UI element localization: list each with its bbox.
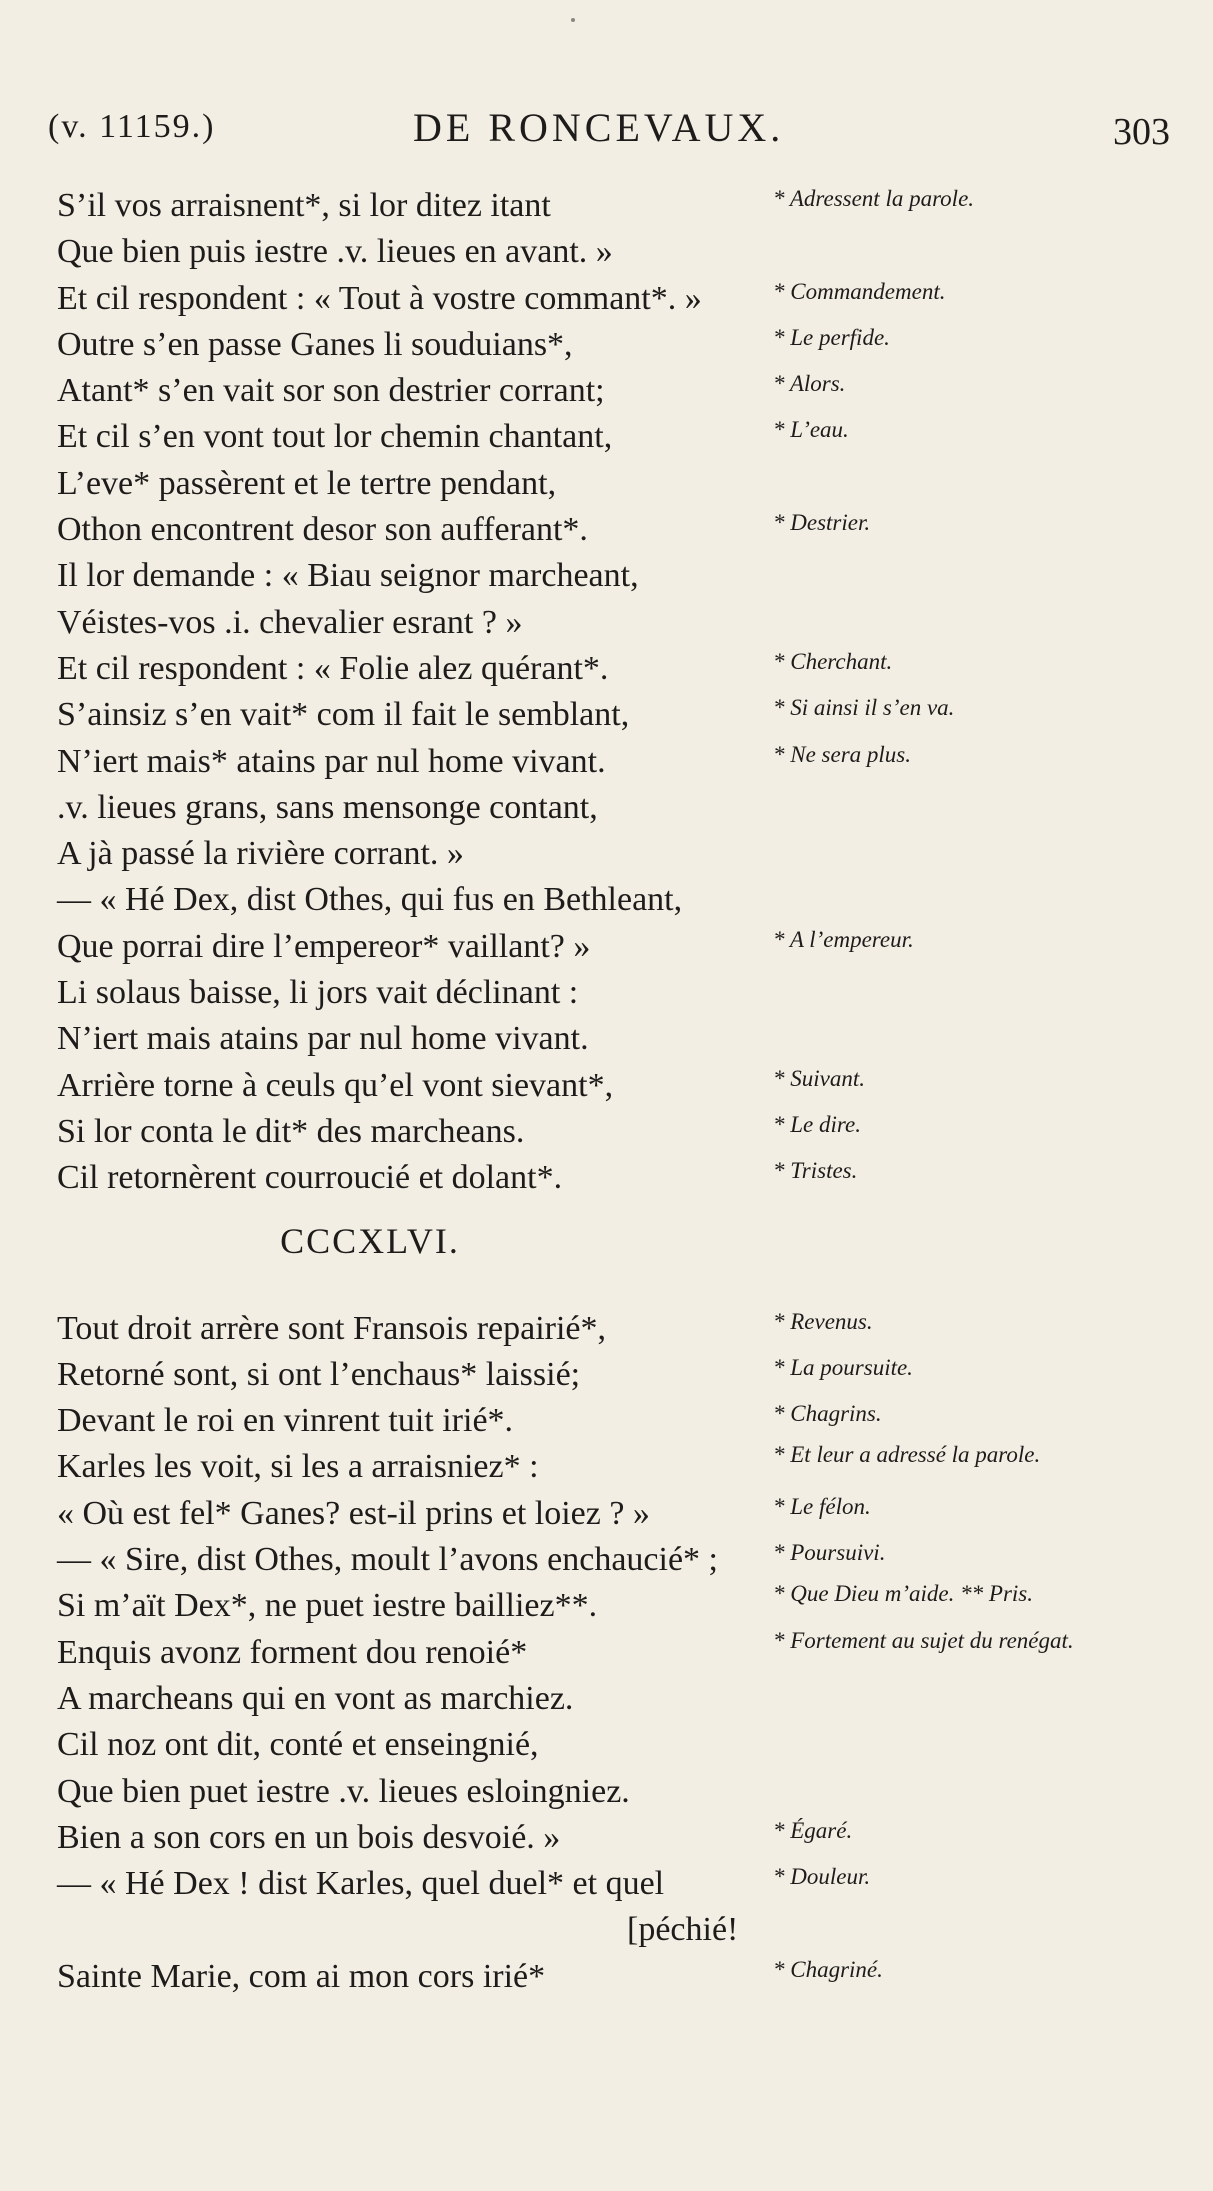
gloss-note: * Le dire. [773,1111,861,1137]
verse-text: — « Hé Dex ! dist Karles, quel duel* et quel [57,1865,665,1903]
verse-text: Li solaus baisse, li jors vait déclinant : [57,974,579,1012]
verse-line [0,1016,1213,1062]
verse-text: S’il vos arraisnent*, si lor ditez itant [57,187,551,224]
gloss-note: * Adressent la parole. [773,186,975,211]
ink-dot [571,18,575,22]
verse-line [0,831,1213,877]
verse-line [0,1109,1213,1155]
verse-text: .v. lieues grans, sans mensonge contant, [57,788,598,826]
verse-text: Sainte Marie, com ai mon cors irié* [57,1957,546,1995]
verse-text: Atant* s’en vait sor son destrier corrant; [57,372,605,410]
verse-text: N’iert mais* atains par nul home vivant. [57,742,606,780]
verse-line [0,1583,1213,1629]
section-heading: CCCXLVI. [280,1220,460,1261]
verse-text: Retorné sont, si ont l’enchaus* laissié; [57,1355,581,1393]
verse-line [0,1537,1213,1583]
verse-line [0,322,1213,368]
verse-text: Enquis avonz forment dou renoié* [57,1633,528,1671]
verse-text: Arrière torne à ceuls qu’el vont sievant*, [57,1066,614,1104]
page-title: DE RONCEVAUX. [413,105,785,150]
gloss-note: * Tristes. [773,1158,858,1184]
gloss-note: * Le félon. [773,1493,871,1519]
verse-text: Et cil s’en vont tout lor chemin chantant, [57,418,613,456]
verse-text: N’iert mais atains par nul home vivant. [57,1020,589,1058]
section-break [0,1202,1213,1306]
gloss-note: * Poursuivi. [773,1540,886,1566]
verse-text: S’ainsiz s’en vait* com il fait le semblant, [57,696,630,734]
verse-text: Karles les voit, si les a arraisniez* : [57,1448,539,1486]
page-number: 303 [1113,111,1170,153]
verse-line [0,183,1213,229]
verse-line [0,507,1213,553]
verse-text: Tout droit arrère sont Fransois repairié*, [57,1309,607,1347]
verse-line [0,1907,1213,1953]
verse-text: Véistes-vos .i. chevalier esrant ? » [57,603,523,641]
verse-text: Il lor demande : « Biau seignor marcheant, [57,557,639,595]
verse-text: [péchié! [627,1911,739,1949]
verse-text: Cil retornèrent courroucié et dolant*. [57,1159,563,1197]
gloss-note: * Fortement au sujet du renégat. [773,1627,1074,1653]
verse-line [0,1815,1213,1861]
verse-text: Que bien puet iestre .v. lieues esloingniez. [57,1772,630,1810]
verse-text: Et cil respondent : « Folie alez quérant*. [57,649,609,687]
verse-line [0,600,1213,646]
verse-text: L’eve* passèrent et le tertre pendant, [57,464,557,502]
verse-text: « Où est fel* Ganes? est-il prins et loiez ? » [57,1494,650,1532]
verse-text: Si m’aït Dex*, ne puet iestre bailliez**. [57,1587,598,1625]
gloss-note: * Douleur. [773,1864,871,1890]
gloss-note: * Alors. [773,371,846,397]
verse-text: — « Sire, dist Othes, moult l’avons enchaucié* ; [57,1541,718,1579]
verse-text: Si lor conta le dit* des marcheans. [57,1112,525,1150]
gloss-note: * Et leur a adressé la parole. [773,1442,1041,1468]
verse-line [0,970,1213,1016]
verse-text: A marcheans qui en vont as marchiez. [57,1679,574,1717]
verse-line [0,1627,1213,1676]
verse-text: Devant le roi en vinrent tuit irié*. [57,1402,514,1440]
gloss-note: * Destrier. [773,510,871,536]
gloss-note: * Suivant. [773,1065,865,1091]
verse-line [0,1769,1213,1815]
verse-text: Et cil respondent : « Tout à vostre commant*. » [57,279,702,317]
verse-text: — « Hé Dex, dist Othes, qui fus en Bethleant, [57,881,683,919]
verse-line [0,1676,1213,1722]
gloss-note: * Ne sera plus. [773,741,911,767]
verse-line [0,1063,1213,1109]
verse-line [0,414,1213,460]
verse-text: Outre s’en passe Ganes li souduians*, [57,325,573,363]
verse-line [0,368,1213,414]
gloss-note: * Le perfide. [773,324,890,350]
verse-line [0,646,1213,692]
gloss-note: * Cherchant. [773,648,893,674]
gloss-note: * Si ainsi il s’en va. [773,695,955,721]
gloss-note: * Revenus. [773,1308,873,1334]
verse-text: Que porrai dire l’empereor* vaillant? » [57,927,591,965]
verse-line [0,739,1213,785]
gloss-note: * Que Dieu m’aide. ** Pris. [773,1581,1033,1607]
verse-line [0,1398,1213,1444]
verse-text: Cil noz ont dit, conté et enseingnié, [57,1726,539,1764]
verse-line [0,1352,1213,1398]
gloss-note: * Chagriné. [773,1956,883,1982]
gloss-note: * La poursuite. [773,1354,913,1380]
verse-line [0,1491,1213,1537]
verse-line [0,877,1213,923]
gloss-note: * Chagrins. [773,1401,882,1427]
verse-text: Othon encontrent desor son aufferant*. [57,511,588,549]
gloss-note: * L’eau. [773,417,849,443]
verse-line [0,1861,1213,1907]
verse-text: Que bien puis iestre .v. lieues en avant. » [57,233,613,271]
verse-line [0,229,1213,275]
verse-line [0,1444,1213,1490]
verse-line [0,276,1213,322]
verse-line [0,553,1213,599]
verse-range: (v. 11159.) [48,108,216,145]
verse-line [0,1722,1213,1768]
gloss-note: * Commandement. [773,278,946,304]
verse-line [0,1155,1213,1201]
poem-body [0,183,1213,2000]
running-header [48,100,1198,160]
verse-line [0,692,1213,738]
gloss-note: * Égaré. [773,1817,853,1843]
verse-text: Bien a son cors en un bois desvoié. » [57,1818,561,1856]
verse-line [0,1954,1213,2000]
verse-line [0,785,1213,831]
verse-text: A jà passé la rivière corrant. » [57,835,464,873]
verse-line [0,1306,1213,1352]
verse-line [0,924,1213,970]
gloss-note: * A l’empereur. [773,926,914,952]
verse-line [0,461,1213,507]
